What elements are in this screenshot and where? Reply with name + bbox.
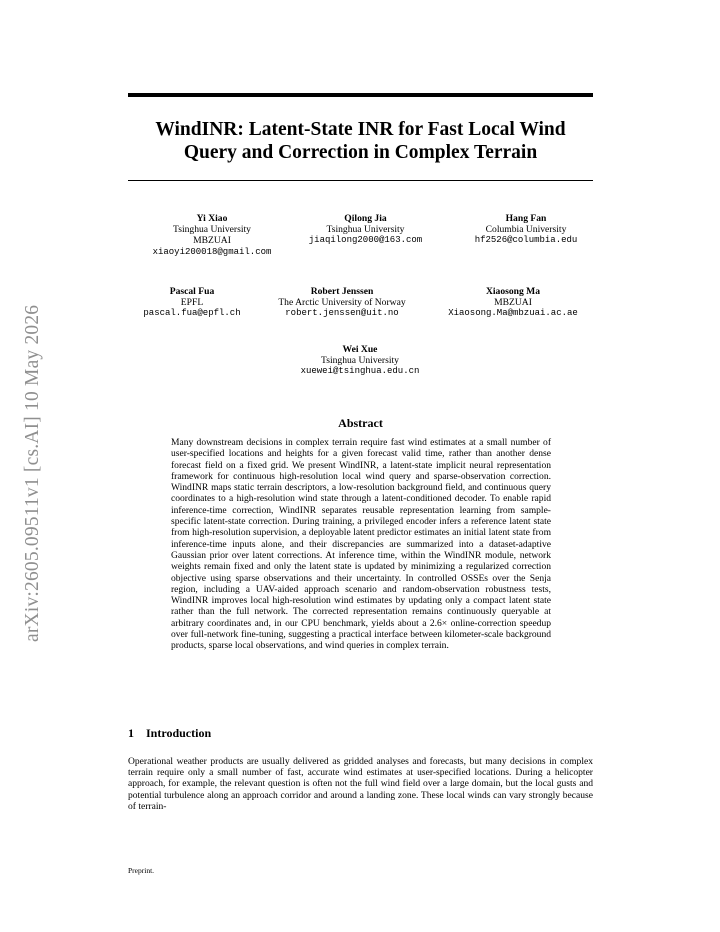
section-title: Introduction [146, 726, 212, 740]
author-block [432, 286, 594, 320]
arxiv-identifier: arXiv:2605.09511v1 [cs.AI] 10 May 2026 [22, 304, 43, 642]
author-affiliation: EPFL [180, 297, 204, 309]
section-heading-introduction [128, 726, 211, 741]
author-affiliation: Tsinghua University [321, 355, 399, 367]
author-affiliation: MBZUAI [494, 297, 532, 309]
author-name: Wei Xue [342, 344, 378, 355]
author-name: Pascal Fua [169, 286, 215, 297]
section-number: 1 [128, 726, 134, 740]
author-name: Xiaosong Ma [485, 286, 541, 297]
author-block [283, 213, 448, 247]
introduction-text: Operational weather products are usually delivered as gridded analyses and forecasts, but many decisions in complex terrain require only a small number of fast, accurate wind estimates at user-specified locations. During a helicopter approach, for example, the relevant question is often not the full wind field over a large domain, but the local gusts and potential turbulence along an approach corridor and around a landing zone. These local winds can vary strongly because of terrain- [128, 756, 593, 812]
abstract-heading: Abstract [338, 416, 383, 430]
title-line-2: Query and Correction in Complex Terrain [183, 142, 538, 163]
title-top-rule [128, 93, 593, 97]
author-block [280, 344, 440, 378]
paper-title [128, 118, 593, 164]
author-block [128, 286, 256, 320]
author-name: Robert Jenssen [310, 286, 374, 297]
author-block [258, 286, 426, 320]
author-block [446, 213, 606, 247]
author-affiliation: Tsinghua University [173, 224, 251, 236]
title-line-1: WindINR: Latent-State INR for Fast Local Wind [155, 119, 566, 140]
preprint-footer: Preprint. [128, 866, 155, 875]
author-email[interactable]: Xiaosong.Ma@mbzuai.ac.ae [448, 308, 578, 319]
author-affiliation: MBZUAI [193, 235, 231, 247]
author-email[interactable]: hf2526@columbia.edu [474, 235, 578, 246]
author-email[interactable]: jiaqilong2000@163.com [308, 235, 423, 246]
abstract-text: Many downstream decisions in complex terrain require fast wind estimates at a small number of user-specified locations and heights for a given forecast valid time, rather than another dense forecast field on a fixed grid. We present WindINR, a latent-state implicit neural representation framework for continuous high-resolution local wind query and sparse-observation correction. WindINR maps static terrain descriptors, a low-resolution background field, and continuous query coordinates to a high-resolution wind state through a latent-conditioned decoder. To enable rapid inference-time correction, WindINR separates reusable representation learning from sample-specific latent-state correction. During training, a privileged encoder infers a reference latent state from high-resolution supervision, a deployable latent predictor estimates an initial latent state from inference-time inputs alone, and their discrepancies are summarized into a dataset-adaptive Gaussian prior over latent corrections. At inference time, within the WindINR module, network weights remain fixed and only the latent state is updated by minimizing a regularized correction objective using sparse observations and their uncertainty. In controlled OSSEs over the Senja region, including a UAV-aided approach scenario and random-observation robustness tests, WindINR improves local high-resolution wind estimates by updating only a compact latent state rather than the full network. The corrected representation remains continuously queryable at arbitrary coordinates and, in our CPU benchmark, yields about a 2.6× online-correction speedup over full-network fine-tuning, suggesting a practical interface between kilometer-scale background products, sparse local observations, and wind queries in complex terrain. [171, 437, 551, 652]
title-bottom-rule [128, 180, 593, 181]
author-name: Hang Fan [505, 213, 547, 224]
author-email[interactable]: xuewei@tsinghua.edu.cn [300, 366, 420, 377]
author-name: Qilong Jia [344, 213, 387, 224]
author-affiliation: The Arctic University of Norway [278, 297, 406, 309]
author-email[interactable]: xiaoyi200018@gmail.com [152, 246, 272, 257]
author-affiliation: Columbia University [485, 224, 567, 236]
author-block [128, 213, 296, 258]
author-affiliation: Tsinghua University [326, 224, 405, 236]
author-email[interactable]: pascal.fua@epfl.ch [143, 308, 241, 319]
author-email[interactable]: robert.jenssen@uit.no [285, 308, 399, 319]
author-name: Yi Xiao [196, 213, 228, 224]
